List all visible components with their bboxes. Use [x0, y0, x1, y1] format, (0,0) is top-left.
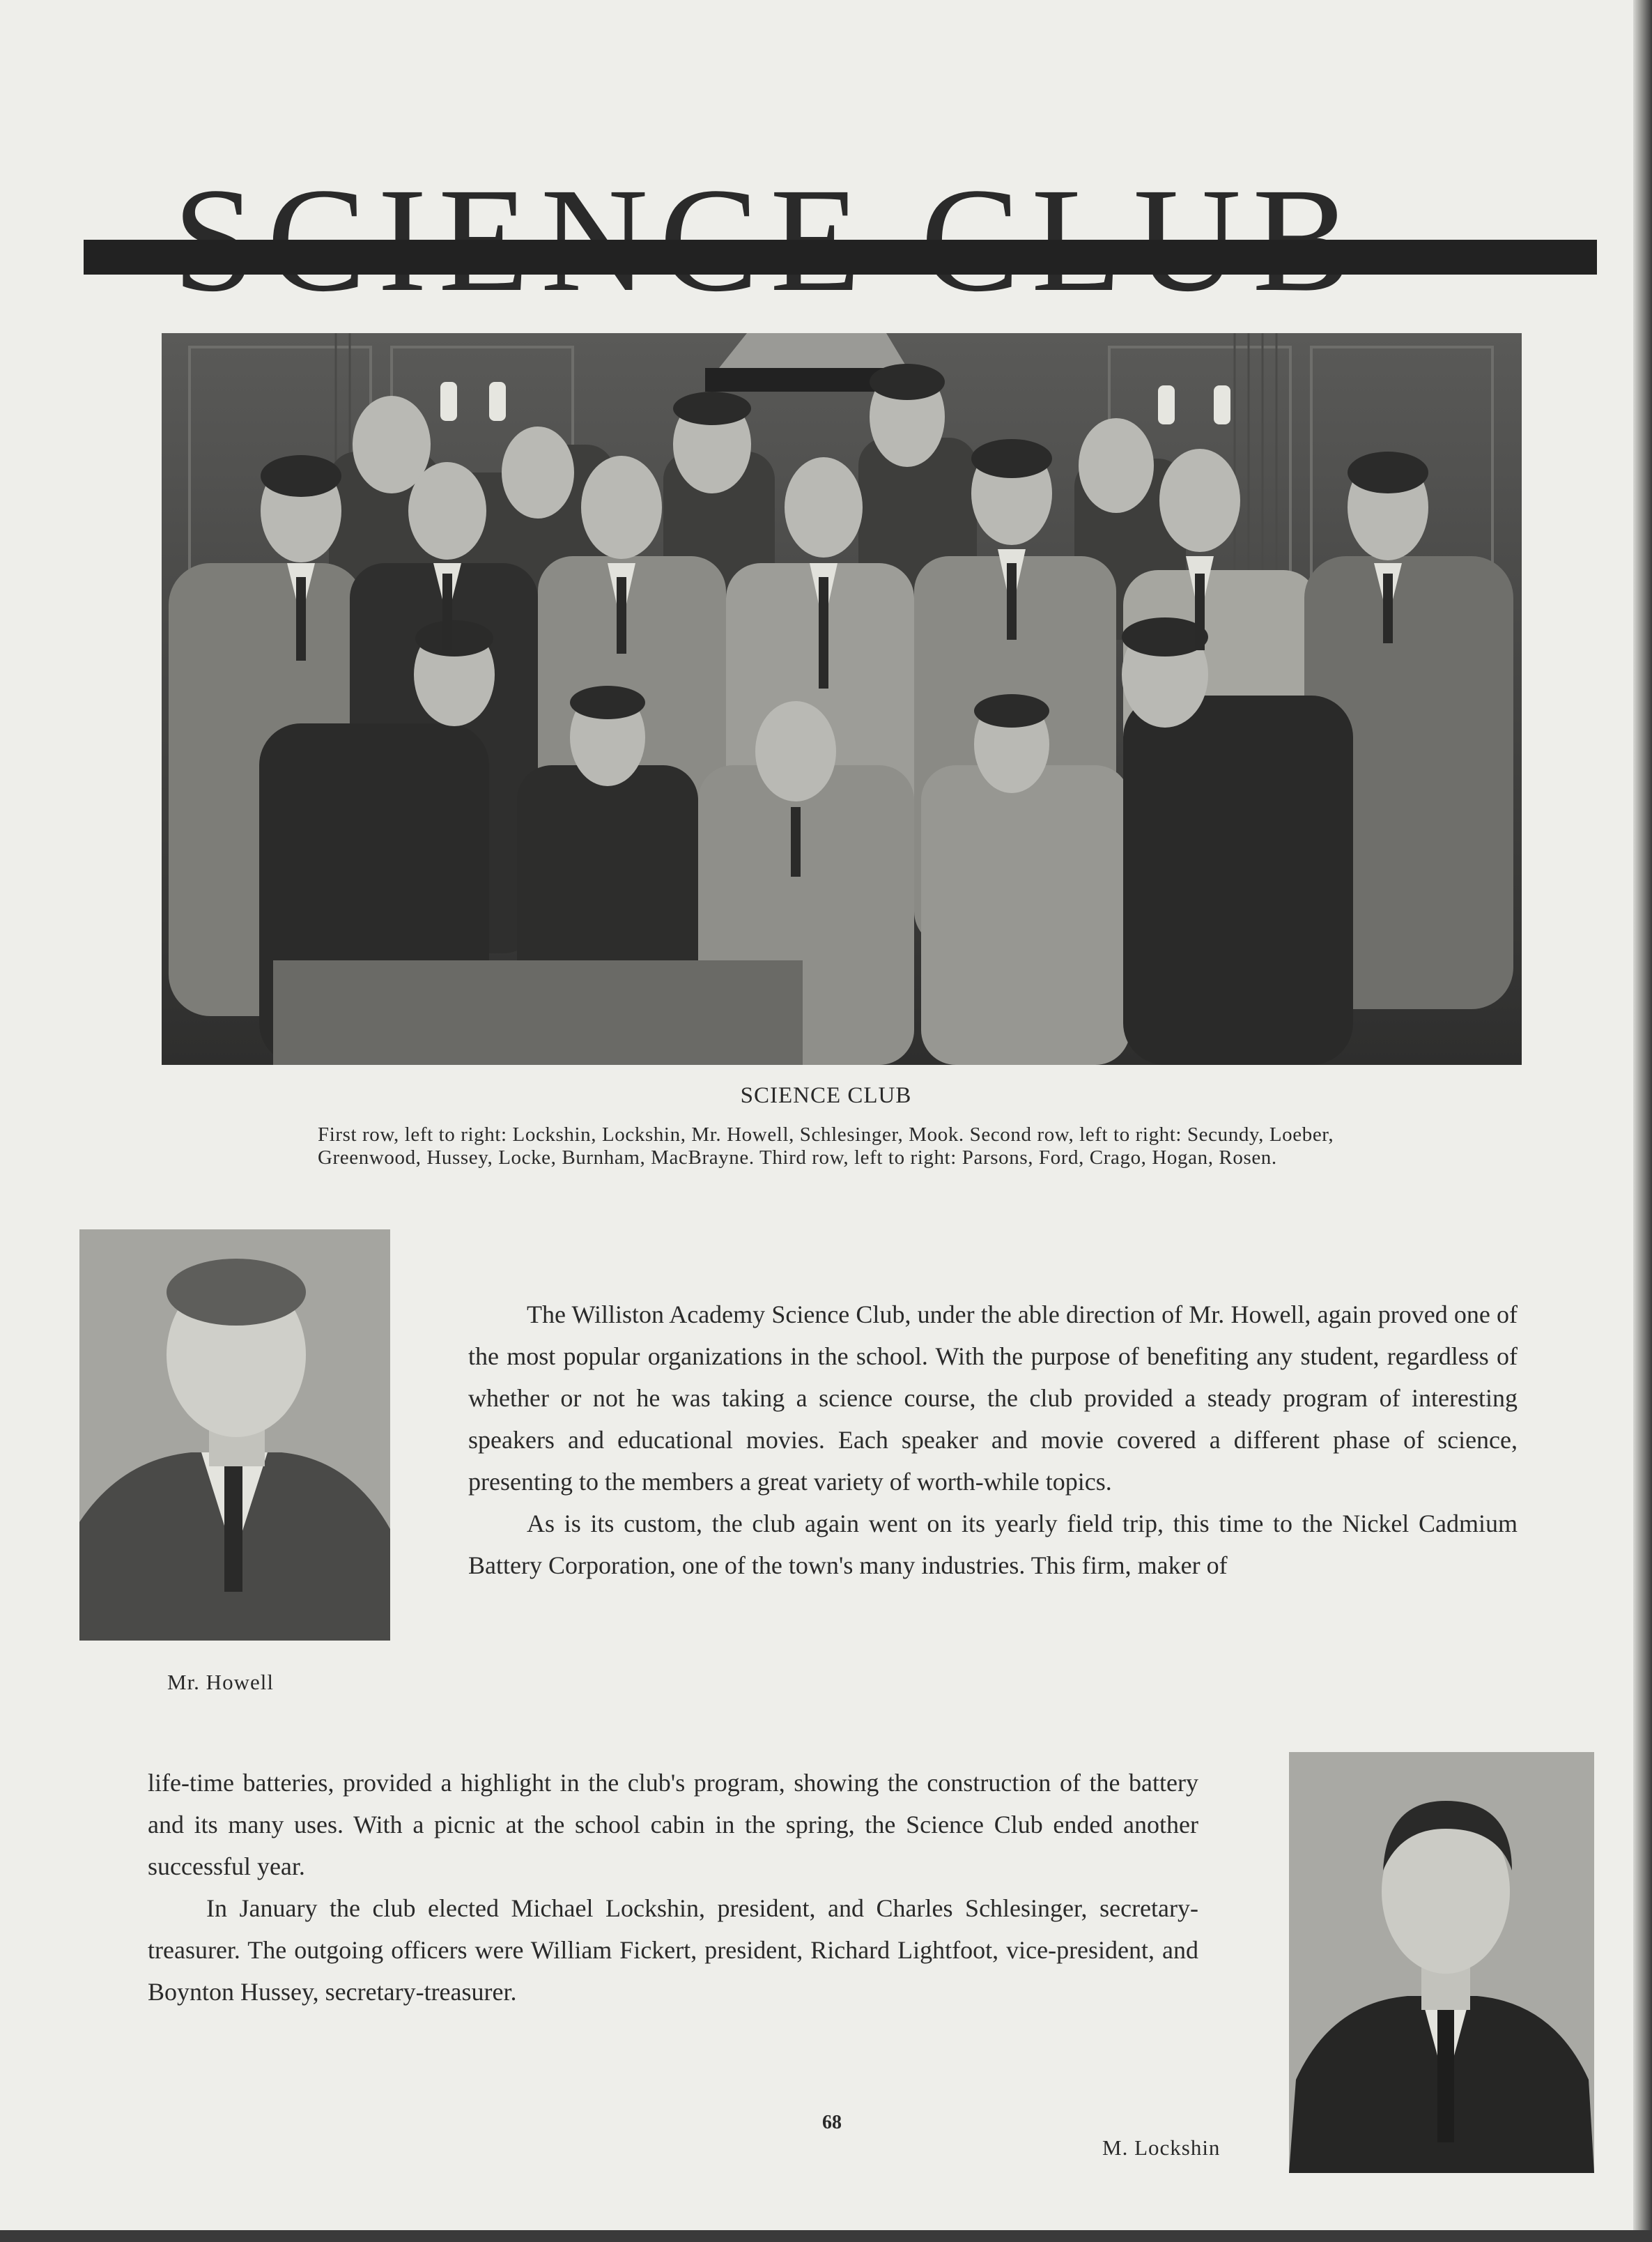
- group-photo-caption-title: SCIENCE CLUB: [740, 1083, 912, 1108]
- body-text-column-1: [468, 1293, 1518, 1586]
- group-photo-caption-names: First row, left to right: Lockshin, Lockshin, Mr. Howell, Schlesinger, Mook. Second row, left to right: Secundy, Loeber, Greenwood, Hussey, Locke, Burnham, MacBrayne. Third row, left to right: Parsons, Ford, Crago, Hogan, Rosen.: [318, 1123, 1334, 1169]
- paragraph-2-end: life-time batteries, provided a highlight in the club's program, showing the construction of the battery and its many uses. With a picnic at the school cabin in the spring, the Science Club ended another successful year.: [148, 1769, 1198, 1880]
- page-bottom-shadow: [0, 2230, 1652, 2242]
- page-number: 68: [822, 2112, 842, 2133]
- group-photo-image: [162, 333, 1522, 1065]
- group-photo: [162, 333, 1522, 1065]
- lockshin-portrait: [1289, 1752, 1594, 2173]
- howell-label: Mr. Howell: [167, 1670, 274, 1694]
- title-rule: [84, 240, 1597, 275]
- howell-portrait-image: [79, 1229, 390, 1641]
- page-edge-shadow: [1633, 0, 1652, 2242]
- lockshin-label: M. Lockshin: [1102, 2135, 1221, 2160]
- paragraph-3: In January the club elected Michael Lockshin, president, and Charles Schlesinger, secretary-treasurer. The outgoing officers were William Fickert, president, Richard Lightfoot, vice-president, and Boynton Hussey, secretary-treasurer.: [148, 1894, 1198, 2006]
- paragraph-2-start: As is its custom, the club again went on its yearly field trip, this time to the Nickel Cadmium Battery Corporation, one of the town's many industries. This firm, maker of: [468, 1510, 1518, 1579]
- lockshin-portrait-image: [1289, 1752, 1594, 2173]
- body-text-column-2: [148, 1762, 1198, 2013]
- paragraph-1: The Williston Academy Science Club, under the able direction of Mr. Howell, again proved one of the most popular organizations in the school. With the purpose of benefiting any student, regardless of whether or not he was taking a science course, the club provided a steady program of interesting speakers and educational movies. Each speaker and movie covered a different phase of science, presenting to the members a great variety of worth-while topics.: [468, 1300, 1518, 1496]
- howell-portrait: [79, 1229, 390, 1641]
